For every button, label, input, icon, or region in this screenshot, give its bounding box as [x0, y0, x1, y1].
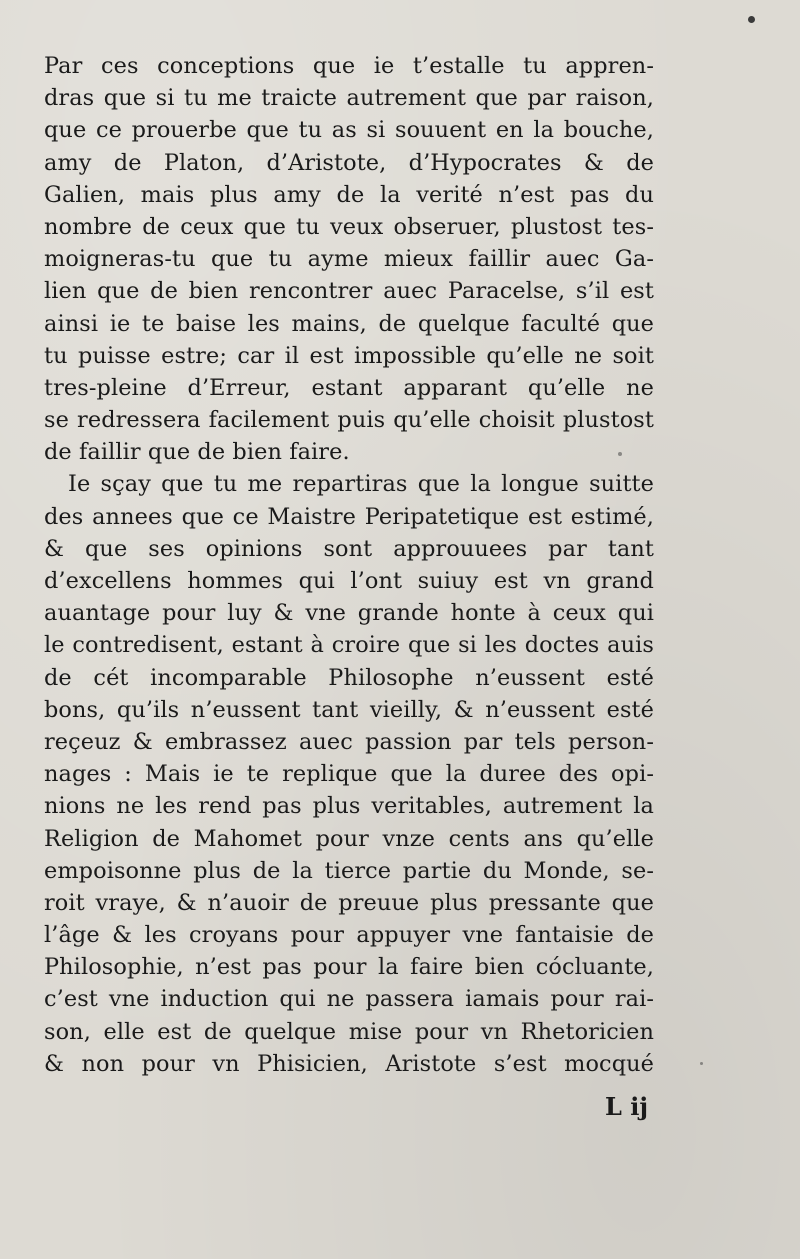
text-line: reçeuz & embrassez auec passion par tels person- — [44, 728, 654, 755]
text-line: Philosophie, n’est pas pour la faire bien cócluante, — [44, 954, 654, 981]
text-line: le contredisent, estant à croire que si les doctes auis — [44, 632, 654, 659]
text-line: l’âge & les croyans pour appuyer vne fantaisie de — [44, 922, 654, 949]
text-line: son, elle est de quelque mise pour vn Rhetoricien — [44, 1018, 654, 1045]
text-line: de cét incomparable Philosophe n’eussent esté — [44, 664, 654, 691]
ink-speck — [618, 452, 622, 456]
text-line: roit vraye, & n’auoir de preuue plus pressante que — [44, 889, 654, 916]
text-line: auantage pour luy & vne grande honte à ceux qui — [44, 600, 654, 627]
text-line: ainsi ie te baise les mains, de quelque faculté que — [44, 310, 654, 337]
signature-mark: L ij — [604, 1092, 648, 1121]
text-line: dras que si tu me traicte autrement que par raison, — [44, 85, 654, 112]
text-line: nions ne les rend pas plus veritables, autrement la — [44, 793, 654, 820]
text-line: Ie sçay que tu me repartiras que la longue suitte — [68, 471, 654, 498]
text-line: nombre de ceux que tu veux obseruer, plustost tes- — [44, 213, 654, 240]
text-line: des annees que ce Maistre Peripatetique est estimé, — [44, 503, 654, 530]
text-line: que ce prouerbe que tu as si souuent en la bouche, — [44, 117, 654, 144]
text-line: empoisonne plus de la tierce partie du Monde, se- — [44, 857, 654, 884]
text-line: moigneras-tu que tu ayme mieux faillir auec Ga- — [44, 246, 654, 273]
ink-speck — [700, 1062, 703, 1065]
text-line: de faillir que de bien faire. — [44, 439, 350, 466]
text-line: tres-pleine d’Erreur, estant apparant qu’elle ne — [44, 374, 654, 401]
text-line: d’excellens hommes qui l’ont suiuy est vn grand — [44, 568, 654, 594]
text-line: tu puisse estre; car il est impossible qu’elle ne soit — [44, 342, 654, 369]
text-line: & que ses opinions sont approuuees par tant — [44, 535, 654, 562]
text-line: nages : Mais ie te replique que la duree des opi- — [44, 761, 654, 788]
text-line: Galien, mais plus amy de la verité n’est pas du — [44, 181, 654, 208]
text-line: amy de Platon, d’Aristote, d’Hypocrates & de — [44, 149, 654, 176]
text-line: & non pour vn Phisicien, Aristote s’est mocqué — [44, 1050, 654, 1077]
text-line: lien que de bien rencontrer auec Paracelse, s’il est — [44, 278, 654, 305]
text-line: se redressera facilement puis qu’elle choisit plustost — [44, 407, 654, 434]
text-line: Par ces conceptions que ie t’estalle tu appren- — [44, 53, 654, 79]
text-line: c’est vne induction qui ne passera iamais pour rai- — [44, 986, 654, 1013]
ink-speck — [748, 16, 755, 23]
text-line: Religion de Mahomet pour vnze cents ans qu’elle — [44, 825, 654, 852]
page-body-text — [44, 50, 654, 1080]
text-line: bons, qu’ils n’eussent tant vieilly, & n’eussent esté — [44, 696, 654, 723]
